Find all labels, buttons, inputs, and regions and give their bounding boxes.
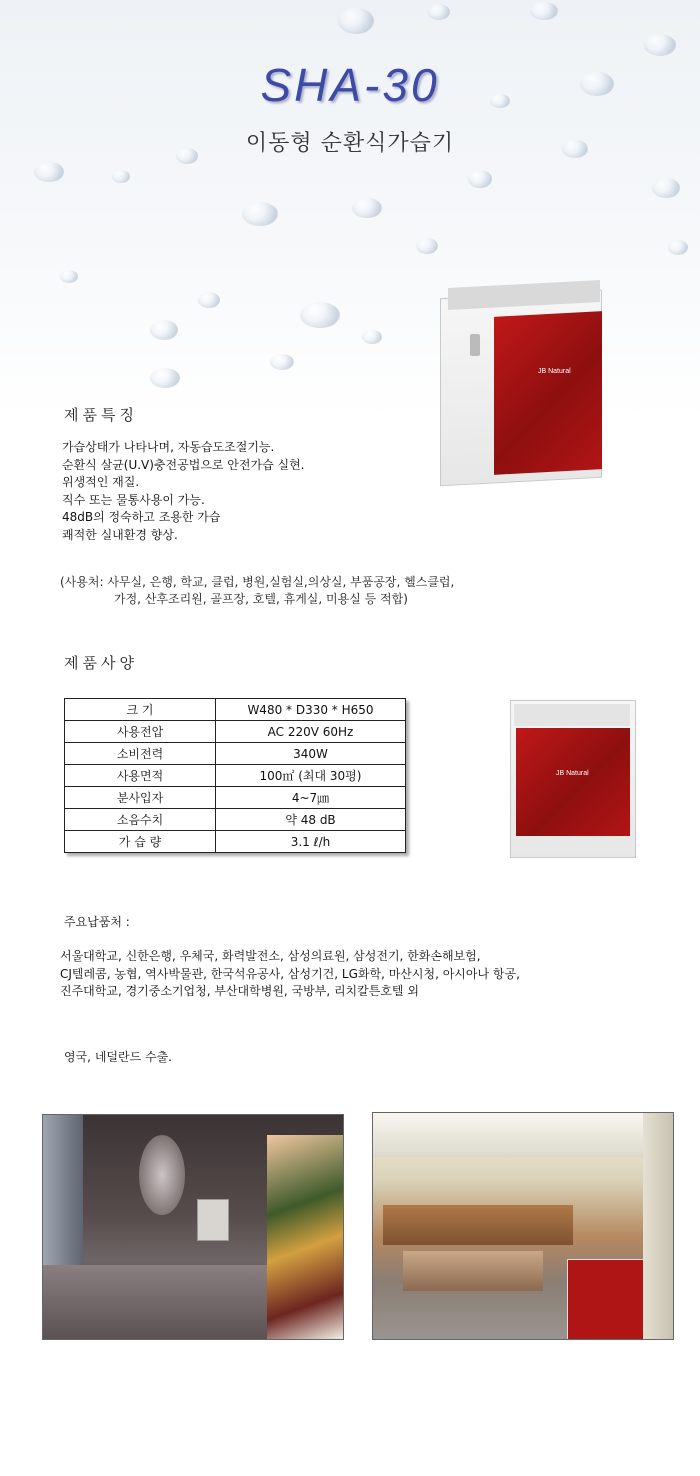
- installation-photo-lobby: [42, 1114, 344, 1340]
- water-drop: [198, 292, 220, 308]
- feature-line: 직수 또는 물통사용이 가능.: [62, 492, 205, 507]
- water-drop: [352, 198, 382, 218]
- wall-column: [643, 1113, 673, 1339]
- table-row: [65, 809, 406, 831]
- water-drop: [150, 368, 180, 388]
- usage-places: [60, 574, 454, 608]
- features-list: [62, 439, 305, 544]
- water-drop: [60, 270, 78, 283]
- poster-panel: [267, 1135, 343, 1339]
- table-row: [65, 765, 406, 787]
- humidifier-in-photo: [197, 1199, 229, 1241]
- spec-label: 분사입자: [65, 787, 216, 809]
- spec-label: 가 습 량: [65, 831, 216, 853]
- water-drop: [362, 330, 382, 344]
- clients-heading: 주요납품처 :: [64, 915, 130, 929]
- water-drop: [668, 240, 688, 255]
- feature-line: 순환식 살균(U.V)충전공법으로 안전가습 실현.: [62, 457, 305, 472]
- export-note: 영국, 네덜란드 수출.: [64, 1050, 172, 1064]
- spec-table: [64, 698, 406, 853]
- water-drop: [416, 238, 438, 254]
- humidifier-front-image: [510, 700, 636, 858]
- table-row: [65, 831, 406, 853]
- spec-label: 크 기: [65, 699, 216, 721]
- installation-photo-bank: [372, 1112, 674, 1340]
- water-drop: [150, 320, 178, 340]
- spec-value: 100㎡ (최대 30평): [216, 765, 406, 787]
- water-drop: [468, 170, 492, 188]
- humidifier-product-image: [440, 282, 608, 482]
- spec-value: 340W: [216, 743, 406, 765]
- water-drop: [428, 4, 450, 20]
- humidifier-red-panel: [494, 311, 602, 475]
- product-subtitle: 이동형 순환식가습기: [245, 131, 455, 156]
- humidifier-red-panel: [516, 728, 630, 836]
- spec-label: 소비전력: [65, 743, 216, 765]
- water-drop: [530, 2, 558, 20]
- spec-value: 3.1 ℓ/h: [216, 831, 406, 853]
- table-row: [65, 787, 406, 809]
- water-drop: [338, 8, 374, 34]
- model-title: SHA-30: [260, 59, 440, 111]
- water-drop: [300, 302, 340, 328]
- spec-label: 소음수치: [65, 809, 216, 831]
- water-drop: [34, 162, 64, 182]
- spec-value: 4~7㎛: [216, 787, 406, 809]
- spec-label: 사용전압: [65, 721, 216, 743]
- usage-line: 가정, 산후조리원, 골프장, 호텔, 휴게실, 미용실 등 적합): [114, 592, 408, 606]
- bench: [403, 1251, 543, 1291]
- spec-value: W480 * D330 * H650: [216, 699, 406, 721]
- client-line: CJ텔레콤, 농협, 역사박물관, 한국석유공사, 삼성기건, LG화학, 마산시청, 아시아나 항공,: [60, 966, 520, 981]
- table-row: [65, 743, 406, 765]
- feature-line: 위생적인 재질.: [62, 475, 140, 489]
- features-heading: 제품특징: [64, 406, 138, 424]
- table-row: [65, 721, 406, 743]
- water-drop: [112, 170, 130, 183]
- water-drop: [652, 178, 680, 198]
- mist-glow: [139, 1135, 185, 1215]
- counter: [383, 1205, 573, 1245]
- feature-line: 쾌적한 실내환경 향상.: [62, 527, 178, 542]
- feature-line: 가습상태가 나타나며, 자동습도조절기능.: [62, 440, 275, 454]
- client-line: 진주대학교, 경기중소기업청, 부산대학병원, 국방부, 리치칼튼호텔 외: [60, 984, 419, 998]
- client-line: 서울대학교, 신한은행, 우체국, 화력발전소, 삼성의료원, 삼성전기, 한화손해보험,: [60, 949, 481, 963]
- ceiling: [373, 1113, 673, 1157]
- product-logo: JB Natural: [538, 368, 571, 375]
- side-handle: [470, 334, 480, 356]
- product-logo: JB Natural: [556, 770, 589, 777]
- spec-value: AC 220V 60Hz: [216, 721, 406, 743]
- spec-heading: 제품사양: [64, 654, 138, 672]
- humidifier-top: [514, 704, 630, 726]
- usage-line: (사용처: 사무실, 은행, 학교, 클럽, 병원,실험실,의상실, 부품공장, 헬스클럽,: [60, 575, 455, 589]
- feature-line: 48dB의 정숙하고 조용한 가습: [62, 510, 221, 524]
- clients-list: [60, 948, 520, 1001]
- water-drop: [644, 34, 676, 56]
- spec-label: 사용면적: [65, 765, 216, 787]
- water-drop: [242, 202, 278, 226]
- water-drop: [270, 354, 294, 370]
- table-row: [65, 699, 406, 721]
- spec-value: 약 48 dB: [216, 809, 406, 831]
